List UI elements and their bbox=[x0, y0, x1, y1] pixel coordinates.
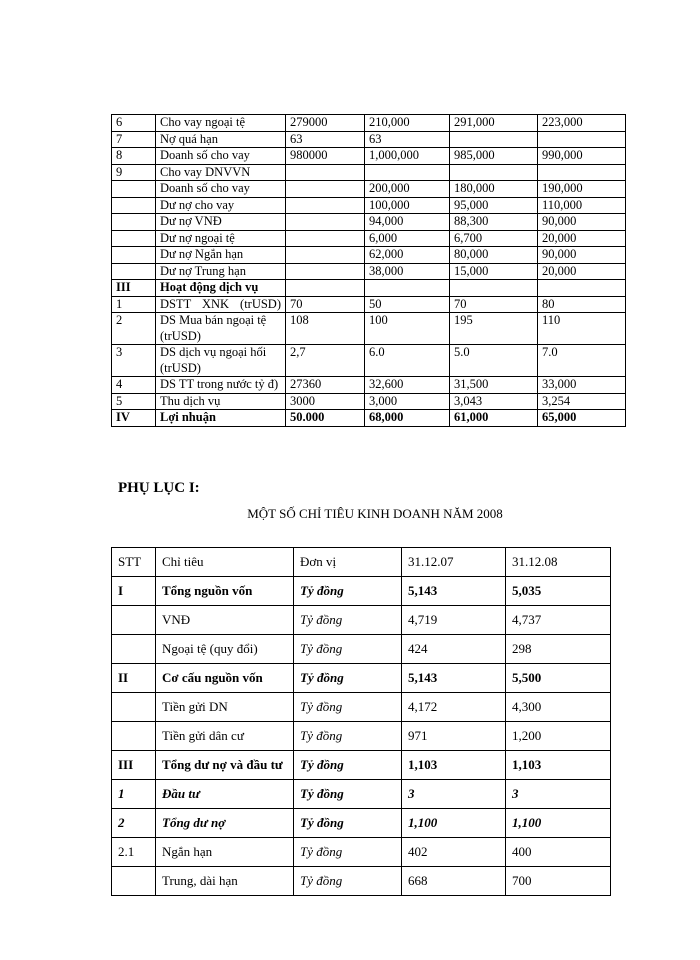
table-row: Dư nợ ngoại tệ 6,000 6,700 20,000 bbox=[112, 230, 626, 247]
table-row: II Cơ cấu nguồn vốn Tỷ đồng 5,143 5,500 bbox=[112, 664, 611, 693]
table-row: 3 DS dịch vụ ngoại hối (trUSD) 2,7 6.0 5.0 7.0 bbox=[112, 345, 626, 377]
table-row: VNĐ Tỷ đồng 4,719 4,737 bbox=[112, 606, 611, 635]
table-row: Tiền gửi dân cư Tỷ đồng 971 1,200 bbox=[112, 722, 611, 751]
table-header-row: STT Chỉ tiêu Đơn vị 31.12.07 31.12.08 bbox=[112, 548, 611, 577]
table-row: Dư nợ cho vay 100,000 95,000 110,000 bbox=[112, 197, 626, 214]
table-row: Doanh số cho vay 200,000 180,000 190,000 bbox=[112, 181, 626, 198]
table-row: IV Lợi nhuận 50.000 68,000 61,000 65,000 bbox=[112, 410, 626, 427]
business-indicators-table bbox=[111, 547, 611, 896]
table-row: Tiền gửi DN Tỷ đồng 4,172 4,300 bbox=[112, 693, 611, 722]
table-row: 2 DS Mua bán ngoại tệ (trUSD) 108 100 195 110 bbox=[112, 313, 626, 345]
table-row: Trung, dài hạn Tỷ đồng 668 700 bbox=[112, 867, 611, 896]
table-row: 2 Tổng dư nợ Tỷ đồng 1,100 1,100 bbox=[112, 809, 611, 838]
table-row: 9 Cho vay DNVVN bbox=[112, 164, 626, 181]
table-row: 5 Thu dịch vụ 3000 3,000 3,043 3,254 bbox=[112, 393, 626, 410]
appendix-heading: PHỤ LỤC I: bbox=[118, 480, 200, 496]
appendix-subheading: MỘT SỐ CHỈ TIÊU KINH DOANH NĂM 2008 bbox=[247, 506, 503, 521]
table-row: 1 DSTT XNK (trUSD) 70 50 70 80 bbox=[112, 296, 626, 313]
table-row: I Tổng nguồn vốn Tỷ đồng 5,143 5,035 bbox=[112, 577, 611, 606]
table-row: Dư nợ VNĐ 94,000 88,300 90,000 bbox=[112, 214, 626, 231]
table-row: 1 Đầu tư Tỷ đồng 3 3 bbox=[112, 780, 611, 809]
table-row: III Tổng dư nợ và đầu tư Tỷ đồng 1,103 1,103 bbox=[112, 751, 611, 780]
table-row: Ngoại tệ (quy đổi) Tỷ đồng 424 298 bbox=[112, 635, 611, 664]
table-row: 2.1 Ngắn hạn Tỷ đồng 402 400 bbox=[112, 838, 611, 867]
credit-activity-table bbox=[111, 114, 626, 427]
table-row: 4 DS TT trong nước tỷ đ) 27360 32,600 31,500 33,000 bbox=[112, 377, 626, 394]
table-row: Dư nợ Trung hạn 38,000 15,000 20,000 bbox=[112, 263, 626, 280]
table-row: 6 Cho vay ngoại tệ 279000 210,000 291,000 223,000 bbox=[112, 115, 626, 132]
table-row: 7 Nợ quá hạn 63 63 bbox=[112, 131, 626, 148]
table-row: Dư nợ Ngắn hạn 62,000 80,000 90,000 bbox=[112, 247, 626, 264]
table-row: III Hoạt động dịch vụ bbox=[112, 280, 626, 297]
table-row: 8 Doanh số cho vay 980000 1,000,000 985,000 990,000 bbox=[112, 148, 626, 165]
